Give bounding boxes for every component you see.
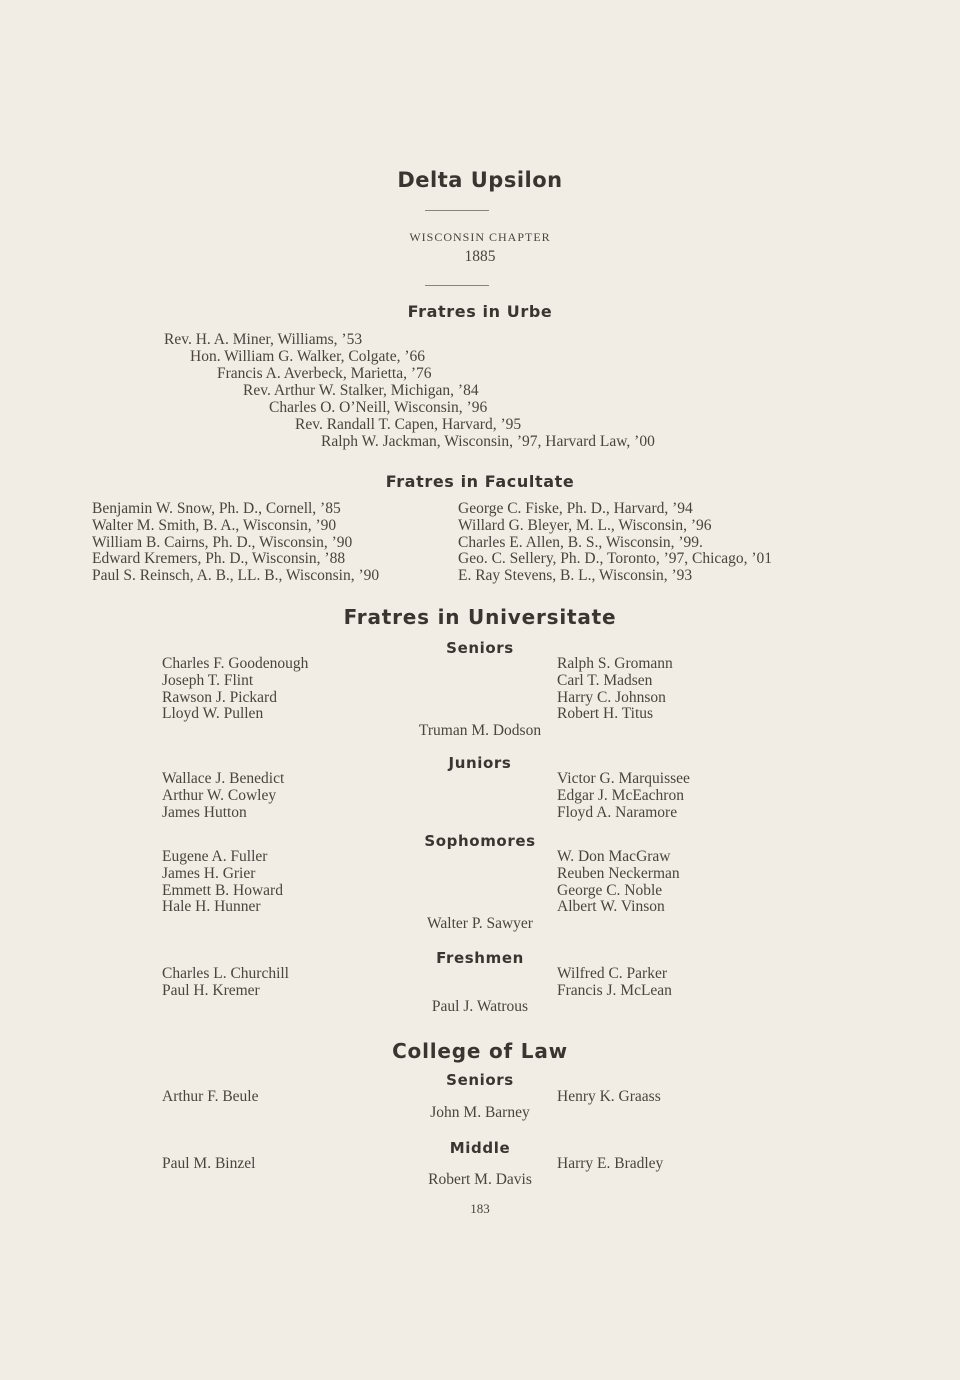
student-name: James Hutton (162, 803, 247, 821)
urbe-member: Rev. Randall T. Capen, Harvard, ’95 (295, 416, 522, 433)
student-name: Reuben Neckerman (557, 864, 680, 882)
student-name: Lloyd W. Pullen (162, 705, 264, 723)
student-name: James H. Grier (162, 864, 256, 882)
student-name: Charles F. Goodenough (162, 655, 309, 672)
juniors-left-list (162, 771, 284, 821)
student-name: Rawson J. Pickard (162, 688, 277, 706)
student-name: Robert H. Titus (557, 705, 654, 723)
student-name: Charles L. Churchill (162, 965, 289, 982)
facultate-right-list (458, 501, 772, 585)
page-number: 183 (470, 1201, 490, 1216)
sophomores-left-list (162, 849, 283, 916)
law-student-name: Harry E. Bradley (557, 1155, 664, 1172)
chapter-name: WISCONSIN CHAPTER (409, 230, 551, 244)
student-name: Hale H. Hunner (162, 898, 261, 916)
sophomores-right-list (557, 849, 680, 916)
page-title: Delta Upsilon (397, 168, 563, 192)
seniors-left-list (162, 656, 308, 723)
sophomores-heading: Sophomores (424, 832, 536, 850)
law-student-name-center: John M. Barney (430, 1104, 530, 1121)
student-name: Joseph T. Flint (162, 671, 254, 689)
student-name-center: Walter P. Sawyer (427, 915, 533, 932)
urbe-member: Francis A. Averbeck, Marietta, ’76 (217, 365, 432, 382)
urbe-member: Charles O. O’Neill, Wisconsin, ’96 (269, 399, 488, 416)
law-student-name: Arthur F. Beule (162, 1088, 259, 1105)
student-name: Carl T. Madsen (557, 671, 653, 689)
student-name: Paul H. Kremer (162, 981, 260, 999)
student-name: Albert W. Vinson (557, 898, 665, 916)
student-name: Emmett B. Howard (162, 881, 283, 899)
facultate-heading: Fratres in Facultate (385, 472, 575, 491)
facultate-member: Geo. C. Sellery, Ph. D., Toronto, ’97, Chicago, ’01 (458, 550, 773, 568)
juniors-right-list (557, 771, 690, 821)
student-name: Harry C. Johnson (557, 688, 666, 706)
facultate-member: Paul S. Reinsch, A. B., LL. B., Wisconsin, ’90 (92, 567, 380, 585)
student-name: Wilfred C. Parker (557, 965, 667, 982)
facultate-left-list (92, 501, 379, 585)
urbe-member: Rev. H. A. Miner, Williams, ’53 (164, 331, 363, 348)
student-name-center: Paul J. Watrous (431, 998, 529, 1015)
law-student-name: Paul M. Binzel (162, 1155, 256, 1172)
student-name: George C. Noble (557, 881, 663, 899)
urbe-member: Hon. William G. Walker, Colgate, ’66 (190, 348, 425, 365)
student-name: Francis J. McLean (557, 981, 672, 999)
law-student-name: Henry K. Graass (557, 1088, 661, 1105)
divider-bottom (425, 285, 489, 286)
urbe-member: Rev. Arthur W. Stalker, Michigan, ’84 (243, 382, 479, 399)
law-student-name-center: Robert M. Davis (428, 1171, 532, 1188)
urbe-member: Ralph W. Jackman, Wisconsin, ’97, Harvard Law, ’00 (321, 433, 655, 450)
facultate-member: Benjamin W. Snow, Ph. D., Cornell, ’85 (92, 500, 341, 517)
student-name: W. Don MacGraw (557, 848, 671, 865)
facultate-member: E. Ray Stevens, B. L., Wisconsin, ’93 (458, 567, 693, 585)
urbe-heading: Fratres in Urbe (407, 302, 553, 321)
student-name: Victor G. Marquissee (557, 770, 690, 787)
student-name-center: Truman M. Dodson (418, 722, 542, 739)
founded-year: 1885 (464, 248, 496, 265)
law-seniors-heading: Seniors (446, 1071, 514, 1089)
facultate-member: Charles E. Allen, B. S., Wisconsin, ’99. (458, 533, 703, 551)
divider-top (425, 210, 489, 211)
student-name: Arthur W. Cowley (162, 786, 277, 804)
student-name: Floyd A. Naramore (557, 803, 678, 821)
seniors-heading: Seniors (446, 639, 514, 657)
law-middle-heading: Middle (449, 1139, 511, 1157)
student-name: Wallace J. Benedict (162, 770, 285, 787)
freshmen-left-list (162, 966, 289, 1000)
facultate-member: William B. Cairns, Ph. D., Wisconsin, ’90 (92, 533, 353, 551)
student-name: Edgar J. McEachron (557, 786, 684, 804)
law-heading: College of Law (392, 1039, 568, 1063)
universitate-heading: Fratres in Universitate (343, 605, 617, 629)
juniors-heading: Juniors (448, 754, 512, 772)
facultate-member: Edward Kremers, Ph. D., Wisconsin, ’88 (92, 550, 346, 568)
freshmen-right-list (557, 966, 672, 1000)
facultate-member: George C. Fiske, Ph. D., Harvard, ’94 (458, 500, 693, 517)
freshmen-heading: Freshmen (436, 949, 524, 967)
seniors-right-list (557, 656, 673, 723)
facultate-member: Walter M. Smith, B. A., Wisconsin, ’90 (92, 516, 337, 534)
facultate-member: Willard G. Bleyer, M. L., Wisconsin, ’96 (458, 516, 712, 534)
student-name: Eugene A. Fuller (162, 848, 268, 865)
student-name: Ralph S. Gromann (557, 655, 673, 672)
